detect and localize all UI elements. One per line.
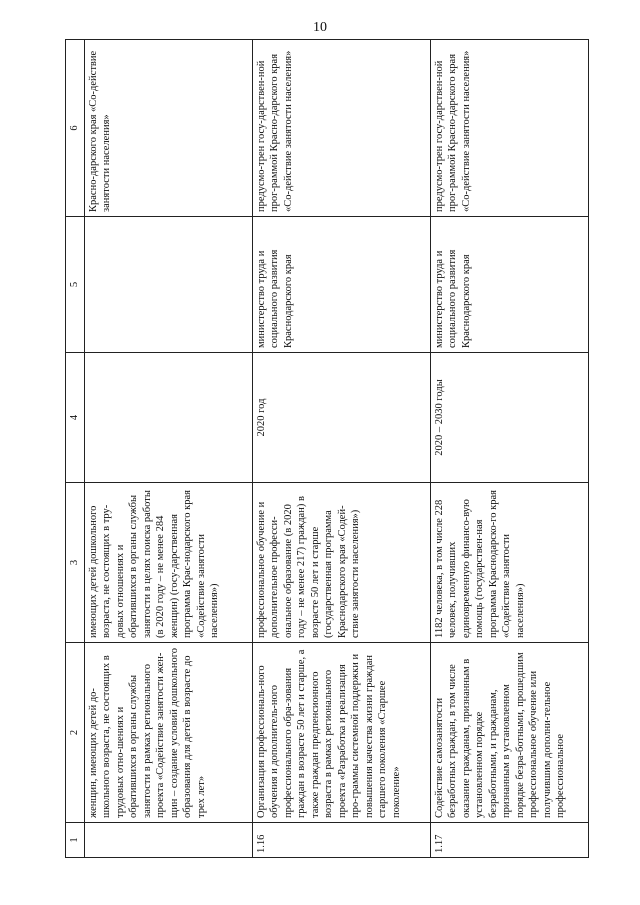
event-cell: женщин, имеющих детей до-школьного возраста, не состоящих в трудовых отно-шениях и обратившихся в органы службы занятости в рамках регионального проекта «Содействие занятости жен-щин – создание условий дошкольного образования для детей в возрасте до трех лет» <box>84 643 252 823</box>
event-cell: Содействие самозанятости безработных граждан, в том числе оказание гражданам, признанным в установленном порядке безработными, и гражданам, признанным в установленном порядке безра-ботными, прошедшим профессиональное обучение или получившим дополни-тельное профессиональное <box>430 643 588 823</box>
table-row <box>430 40 588 858</box>
result-cell: профессиональное обучение и дополнительное професси-ональное образование (в 2020 году – не менее 217) граждан) в возрасте 50 лет и старше (государственная программа Краснодарского края «Содей-ствие занятости населения») <box>252 483 430 643</box>
row-number: 1.16 <box>252 823 430 858</box>
header-cell-5: 5 <box>66 217 85 353</box>
table-row <box>84 40 252 858</box>
source-cell: предусмо-трен госу-дарствен-ной прог-раммой Красно-дарского края «Со-действие занятости населения» <box>252 40 430 217</box>
table-row <box>252 40 430 858</box>
page-number: 10 <box>313 20 327 35</box>
header-cell-2: 2 <box>66 643 85 823</box>
source-cell: Красно-дарского края «Со-действие занятости населения» <box>84 40 252 217</box>
executor-cell: министерство труда и социального развития Краснодарского края <box>430 217 588 353</box>
rotated-table-wrapper <box>65 40 585 858</box>
period-cell: 2020 – 2030 годы <box>430 353 588 483</box>
header-cell-4: 4 <box>66 353 85 483</box>
executor-cell: министерство труда и социального развития Краснодарского края <box>252 217 430 353</box>
program-table <box>65 39 589 858</box>
executor-cell <box>84 217 252 353</box>
header-cell-3: 3 <box>66 483 85 643</box>
row-number: 1.17 <box>430 823 588 858</box>
result-cell: 1182 человека, в том числе 228 человек, получивших единовременную финансо-вую помощь (государствен-ная программа Краснодарско-го края «Содействие занятости населения») <box>430 483 588 643</box>
period-cell: 2020 год <box>252 353 430 483</box>
header-row <box>66 40 85 858</box>
header-cell-6: 6 <box>66 40 85 217</box>
result-cell: имеющих детей дошкольного возраста, не состоящих в тру-довых отношениях и обратившихся в органы службы занятости в целях поиска работы (в 2020 году – не менее 284 женщин) (госу-дарственная программа Крас-нодарского края «Содействие занятости населения») <box>84 483 252 643</box>
row-number <box>84 823 252 858</box>
event-cell: Организация профессиональ-ного обучения и дополнитель-ного профессионального обра-зования граждан в возрасте 50 лет и старше, а также граждан предпенсионного возраста в рамках регионального проекта «Разработка и реализация про-граммы системной поддержки и повышения качества жизни граждан старшего поколения «Старшее поколение» <box>252 643 430 823</box>
header-cell-1: 1 <box>66 823 85 858</box>
source-cell: предусмо-трен госу-дарствен-ной прог-раммой Красно-дарского края «Со-действие занятости населения» <box>430 40 588 217</box>
period-cell <box>84 353 252 483</box>
